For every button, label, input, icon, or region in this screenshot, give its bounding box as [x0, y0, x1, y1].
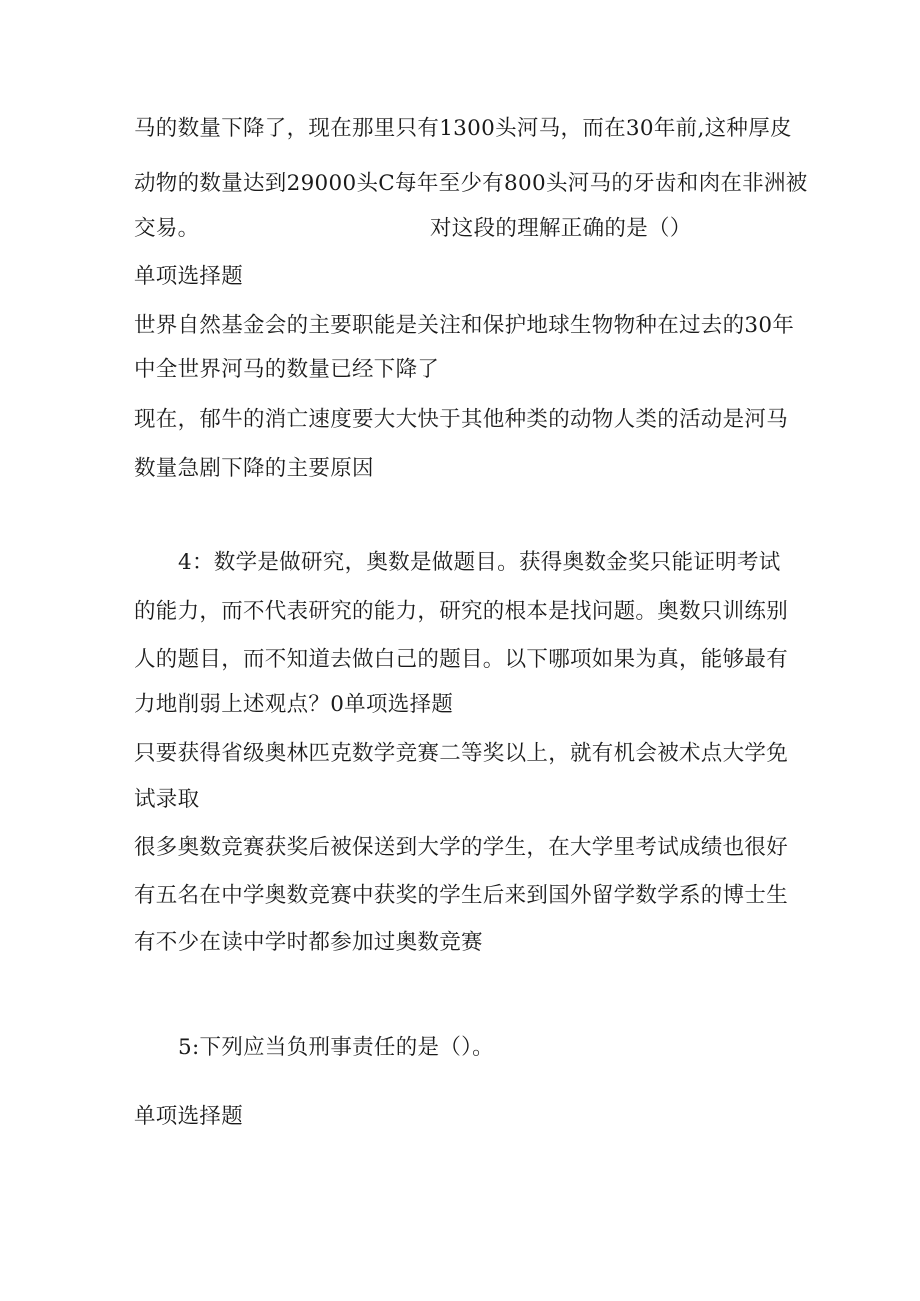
q3-question-type: 单项选择题 [134, 264, 244, 289]
q3-option-b-line-2: 数量急剧下降的主要原因 [134, 456, 374, 481]
q4-stem-line-2: 的能力，而不代表研究的能力，研究的根本是找问题。奥数只训练别 [134, 599, 789, 624]
q3-passage-line-1: 马的数量下降了，现在那里只有1300头河马，而在30年前,这种厚皮 [134, 116, 792, 141]
q3-option-a-line-2: 中全世界河马的数量已经下降了 [134, 357, 440, 382]
q4-stem-line-1: 4：数学是做研究，奥数是做题目。获得奥数金奖只能证明考试 [178, 550, 781, 575]
q3-passage-line-3: 交易。 [134, 216, 200, 241]
q3-passage-line-2: 动物的数量达到29000头C每年至少有800头河马的牙齿和肉在非洲被 [134, 171, 808, 196]
q4-option-b: 很多奥数竞赛获奖后被保送到大学的学生，在大学里考试成绩也很好 [134, 835, 789, 860]
q4-stem-line-4: 力地削弱上述观点？0单项选择题 [134, 692, 454, 717]
q4-stem-line-3: 人的题目，而不知道去做白己的题目。以下哪项如果为真，能够最有 [134, 647, 789, 672]
q5-question-type: 单项选择题 [134, 1104, 244, 1129]
q3-option-b-line-1: 现在，郁牛的消亡速度要大大快于其他种类的动物人类的活动是河马 [134, 407, 789, 432]
q4-option-d: 有不少在读中学时都参加过奥数竞赛 [134, 930, 483, 955]
q3-question-prompt: 对这段的理解正确的是（） [430, 216, 692, 241]
q5-stem: 5:下列应当负刑事责任的是（）。 [178, 1035, 494, 1060]
q3-option-a-line-1: 世界自然基金会的主要职能是关注和保护地球生物物种在过去的30年 [134, 313, 795, 338]
q4-option-a-line-2: 试录取 [134, 787, 200, 812]
q4-option-a-line-1: 只要获得省级奥林匹克数学竞赛二等奖以上，就有机会被术点大学免 [134, 741, 789, 766]
q4-option-c: 有五名在中学奥数竞赛中获奖的学生后来到国外留学数学系的博士生 [134, 883, 789, 908]
